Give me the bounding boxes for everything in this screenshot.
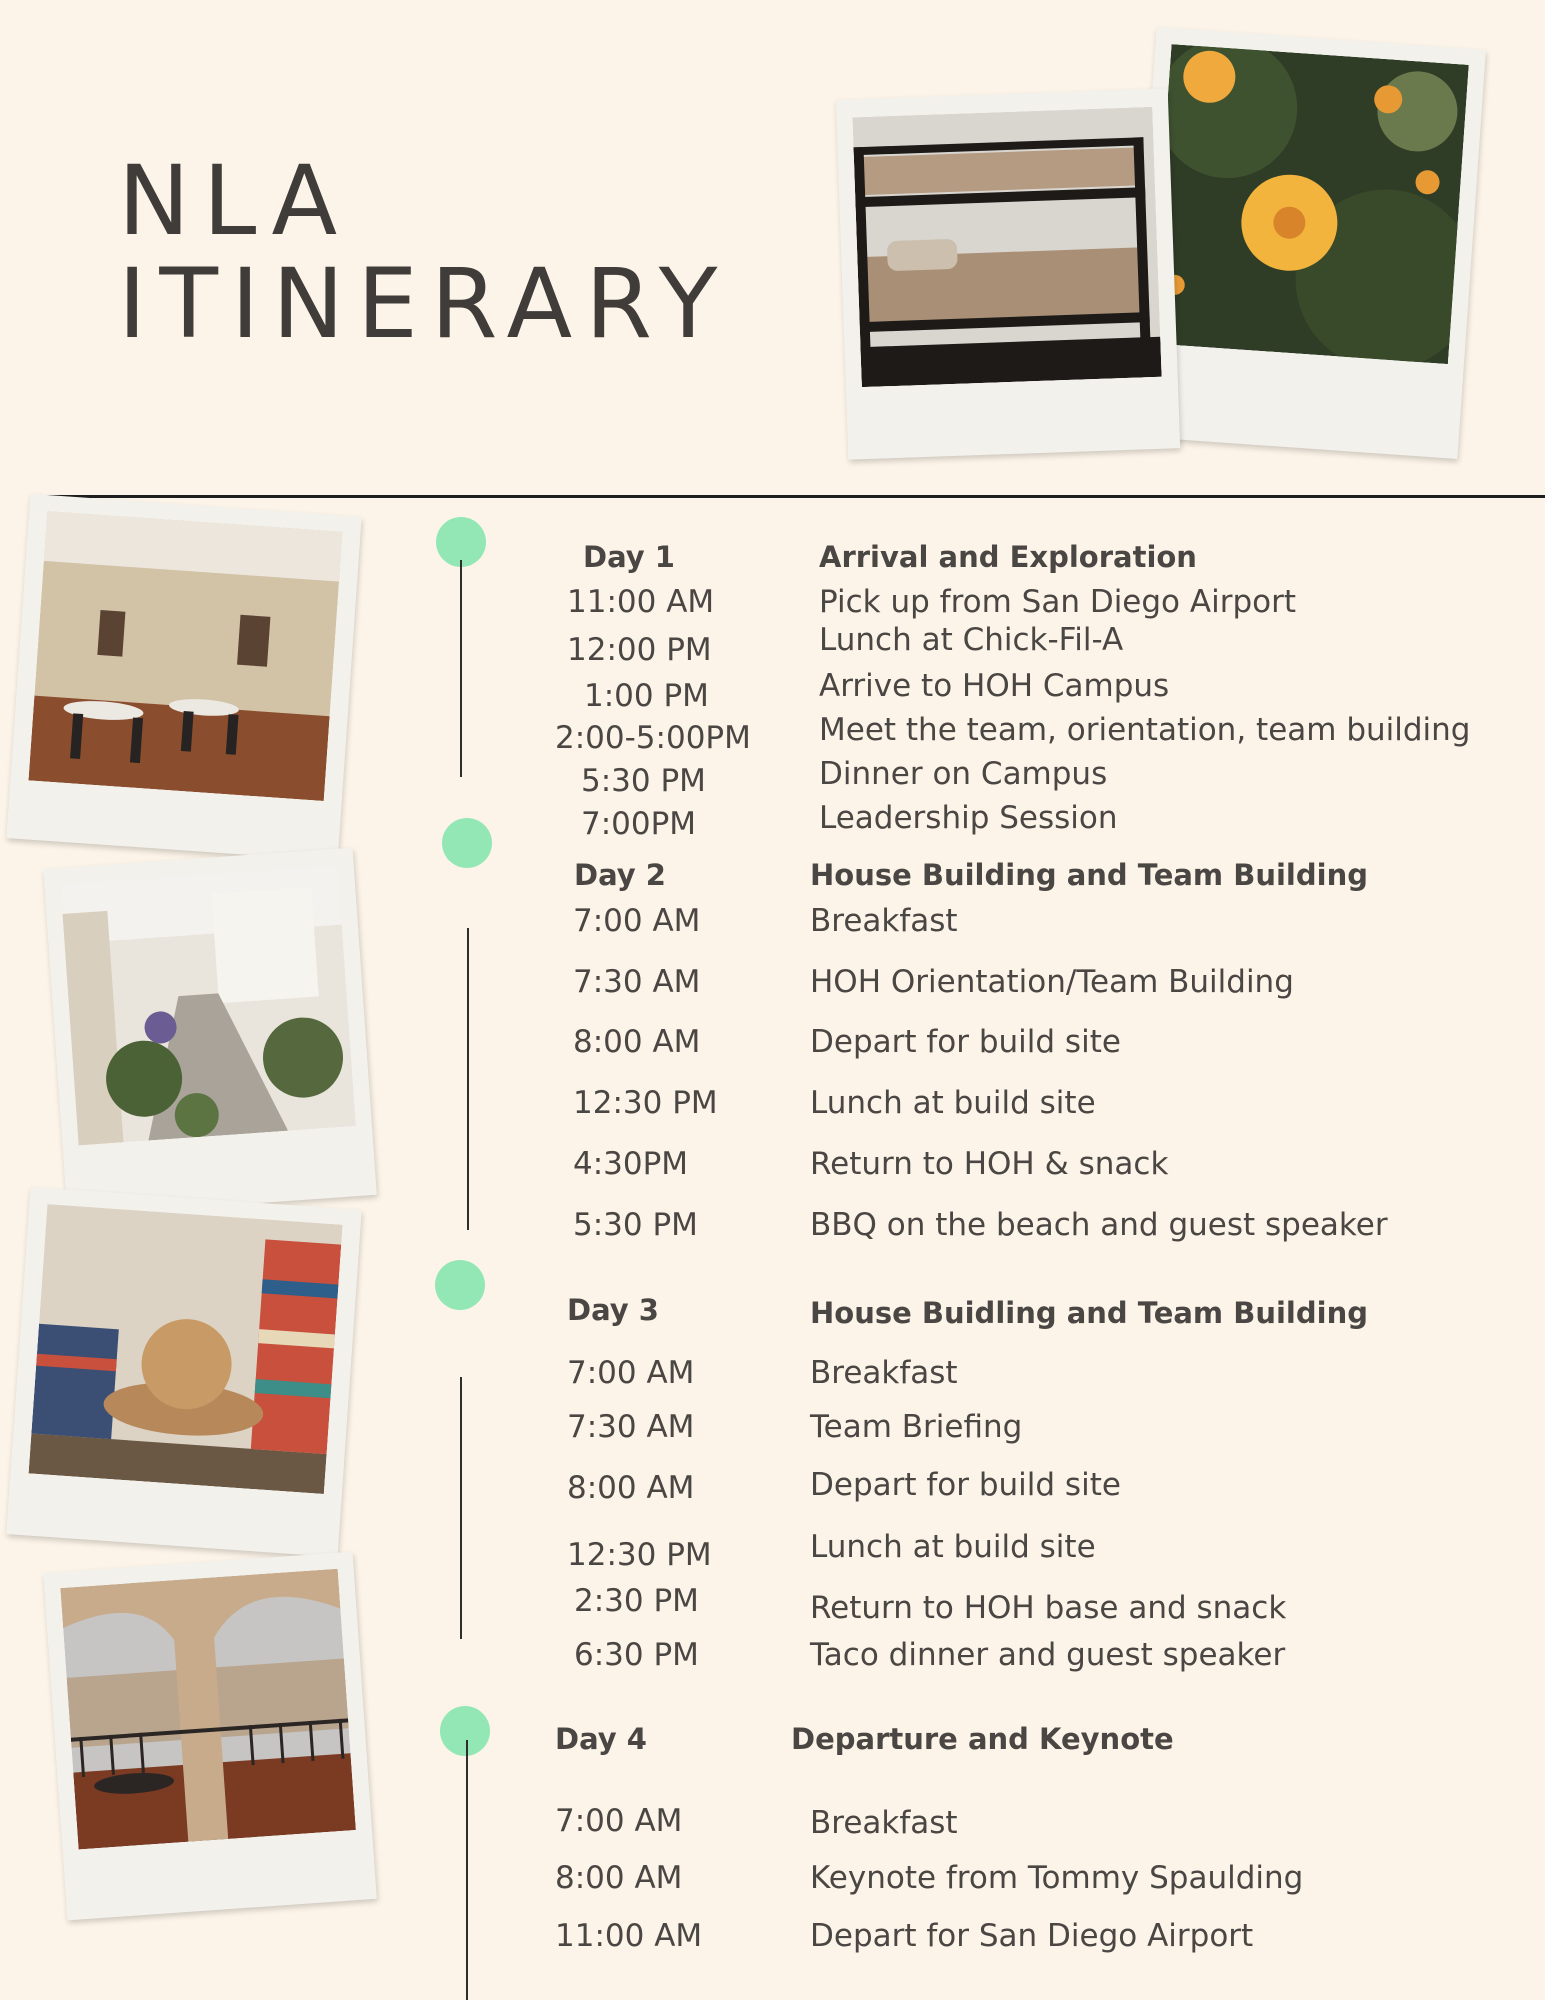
- schedule-activity: Return to HOH & snack: [810, 1146, 1169, 1182]
- schedule-time: 7:30 AM: [567, 1409, 695, 1445]
- schedule-activity: Lunch at build site: [810, 1529, 1096, 1565]
- header-divider: [38, 495, 1545, 498]
- schedule-activity: HOH Orientation/Team Building: [810, 964, 1294, 1000]
- schedule-activity: Lunch at Chick-Fil-A: [819, 622, 1124, 658]
- schedule-activity: Return to HOH base and snack: [810, 1590, 1287, 1626]
- bunk-bed-photo-icon: [852, 107, 1161, 387]
- schedule-time: 5:30 PM: [581, 763, 706, 799]
- day-label: Day 1: [583, 540, 675, 574]
- schedule-time: 11:00 AM: [555, 1918, 703, 1954]
- title-line-2: ITINERARY: [118, 248, 731, 360]
- timeline-dot-day-2: [442, 818, 492, 868]
- schedule-time: 7:00PM: [581, 806, 697, 842]
- hats-blankets-photo: [6, 1187, 361, 1557]
- schedule-time: 12:30 PM: [567, 1537, 712, 1573]
- schedule-activity: Lunch at build site: [810, 1085, 1096, 1121]
- day-label: Day 4: [555, 1722, 647, 1756]
- timeline-line: [460, 1377, 462, 1639]
- timeline-line: [466, 1740, 468, 2000]
- schedule-time: 1:00 PM: [584, 678, 709, 714]
- schedule-time: 7:00 AM: [573, 903, 701, 939]
- schedule-activity: Meet the team, orientation, team building: [819, 712, 1471, 748]
- schedule-activity: Taco dinner and guest speaker: [810, 1637, 1286, 1673]
- schedule-time: 12:00 PM: [567, 632, 712, 668]
- schedule-time: 8:00 AM: [555, 1860, 683, 1896]
- schedule-time: 7:00 AM: [567, 1355, 695, 1391]
- schedule-time: 7:30 AM: [573, 964, 701, 1000]
- courtyard-photo-icon: [60, 865, 356, 1146]
- schedule-activity: Depart for San Diego Airport: [810, 1918, 1254, 1954]
- schedule-activity: Breakfast: [810, 1355, 958, 1391]
- schedule-activity: Breakfast: [810, 1805, 958, 1841]
- schedule-time: 8:00 AM: [573, 1024, 701, 1060]
- timeline-dot-day-4: [440, 1706, 490, 1756]
- dining-hall-photo: [6, 494, 361, 861]
- schedule-time: 2:30 PM: [574, 1583, 699, 1619]
- schedule-time: 4:30PM: [573, 1146, 689, 1182]
- page-title: [118, 145, 731, 360]
- day-label: Day 2: [574, 858, 666, 892]
- schedule-activity: BBQ on the beach and guest speaker: [810, 1207, 1388, 1243]
- day-label: Day 3: [567, 1293, 659, 1327]
- schedule-activity: Dinner on Campus: [819, 756, 1108, 792]
- timeline-dot-day-3: [435, 1260, 485, 1310]
- schedule-time: 7:00 AM: [555, 1803, 683, 1839]
- timeline-line: [460, 560, 462, 777]
- day-heading: House Buidling and Team Building: [810, 1296, 1368, 1330]
- day-heading: Arrival and Exploration: [819, 540, 1197, 574]
- balcony-photo-icon: [60, 1569, 356, 1850]
- courtyard-walkway-photo: [43, 848, 377, 1217]
- schedule-time: 6:30 PM: [574, 1637, 699, 1673]
- schedule-time: 11:00 AM: [567, 584, 715, 620]
- schedule-activity: Keynote from Tommy Spaulding: [810, 1860, 1304, 1896]
- schedule-activity: Leadership Session: [819, 800, 1118, 836]
- title-line-1: NLA: [118, 145, 351, 257]
- schedule-activity: Depart for build site: [810, 1024, 1121, 1060]
- yellow-flowers-photo: [1128, 27, 1486, 459]
- schedule-time: 12:30 PM: [573, 1085, 718, 1121]
- schedule-activity: Team Briefing: [810, 1409, 1023, 1445]
- schedule-activity: Depart for build site: [810, 1467, 1121, 1503]
- bunk-beds-photo: [836, 88, 1180, 459]
- hats-photo-icon: [29, 1204, 343, 1494]
- schedule-activity: Pick up from San Diego Airport: [819, 584, 1296, 620]
- timeline-line: [467, 928, 469, 1230]
- balcony-view-photo: [43, 1552, 377, 1921]
- schedule-activity: Arrive to HOH Campus: [819, 668, 1170, 704]
- schedule-activity: Breakfast: [810, 903, 958, 939]
- hall-photo-icon: [28, 511, 342, 801]
- flower-photo-icon: [1151, 44, 1469, 364]
- schedule-time: 5:30 PM: [573, 1207, 698, 1243]
- day-heading: Departure and Keynote: [791, 1722, 1174, 1756]
- schedule-time: 2:00-5:00PM: [555, 720, 751, 756]
- schedule-time: 8:00 AM: [567, 1470, 695, 1506]
- day-heading: House Building and Team Building: [810, 858, 1368, 892]
